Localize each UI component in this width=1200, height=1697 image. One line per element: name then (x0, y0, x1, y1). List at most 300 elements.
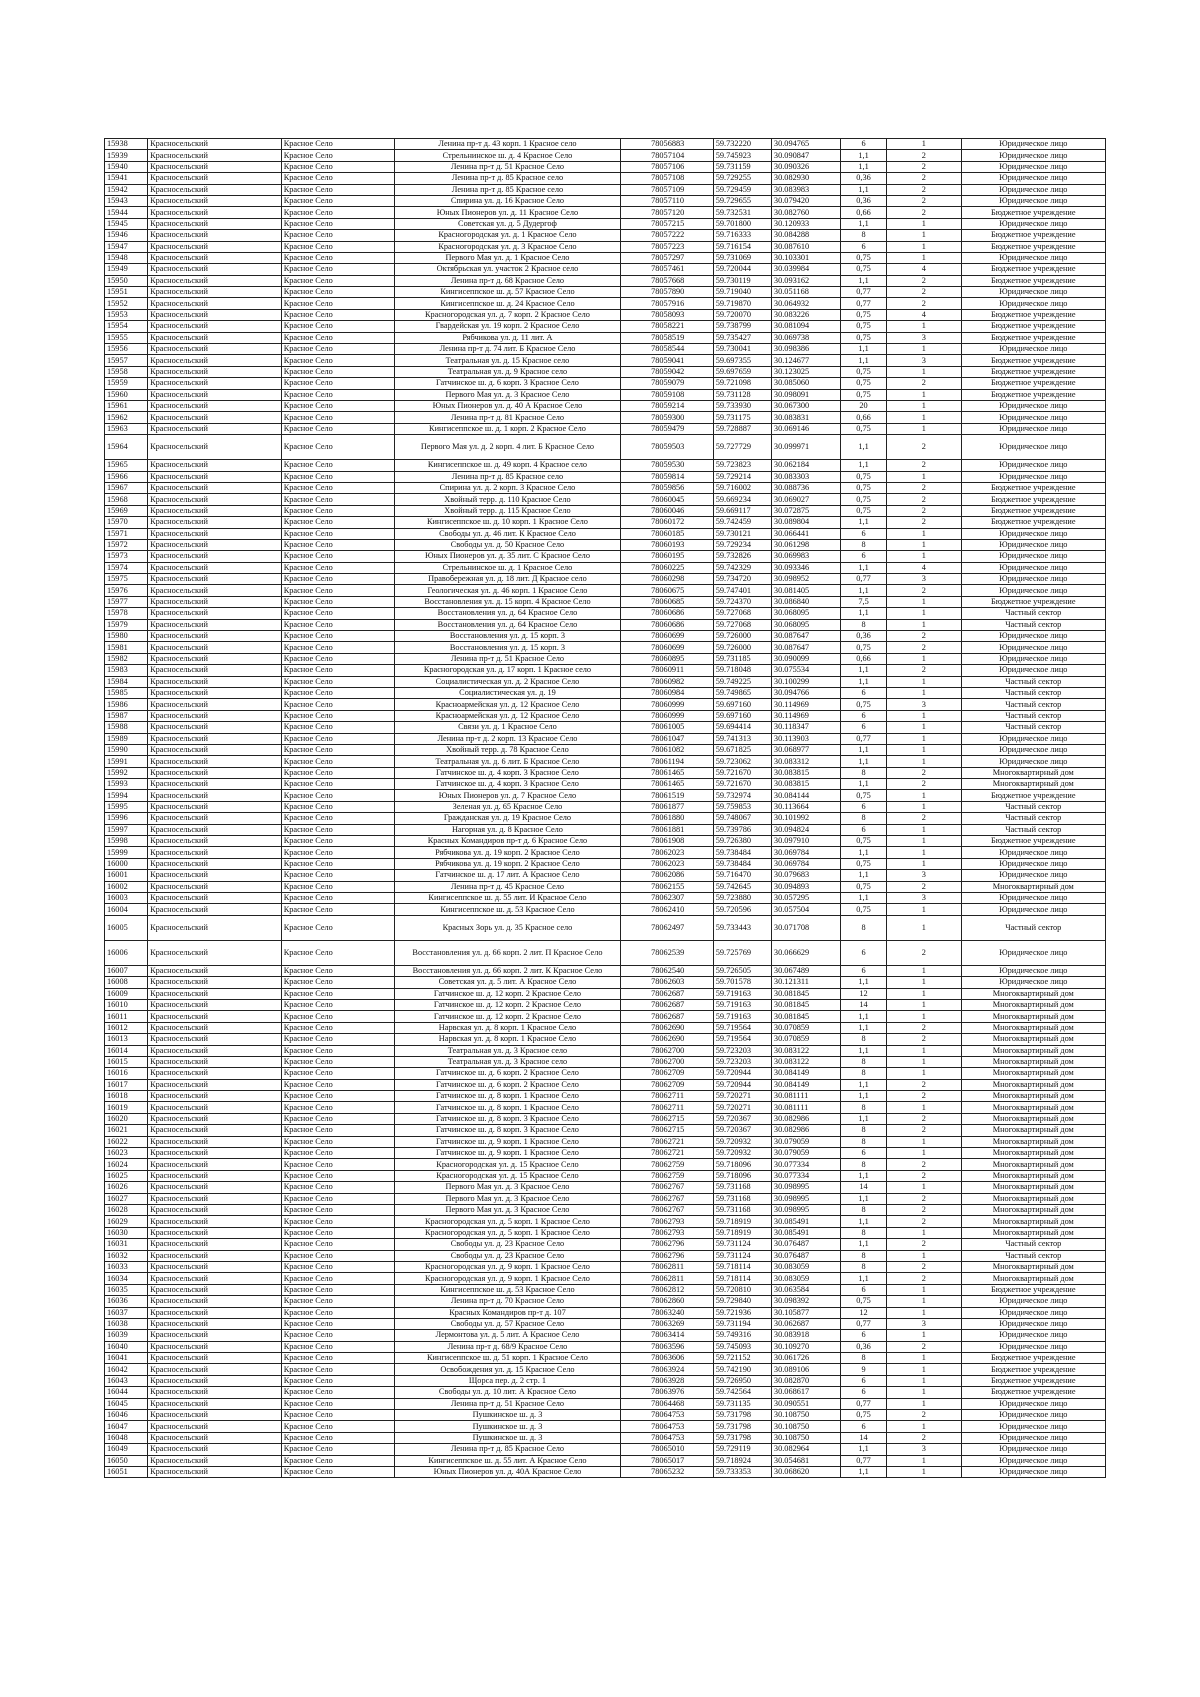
latitude-cell: 59.719564 (713, 1022, 771, 1033)
count-cell: 1 (887, 687, 961, 698)
count-cell: 2 (887, 1341, 961, 1352)
district-cell: Красносельский (148, 893, 282, 904)
code-cell: 78059814 (621, 471, 714, 482)
owner-type-cell: Бюджетное учреждение (961, 836, 1105, 847)
volume-cell: 0,36 (840, 173, 886, 184)
table-row (105, 161, 1106, 172)
longitude-cell: 30.081845 (771, 988, 840, 999)
longitude-cell: 30.081111 (771, 1102, 840, 1113)
area-cell: Красное Село (281, 482, 394, 493)
owner-type-cell: Многоквартирный дом (961, 1216, 1105, 1227)
owner-type-cell: Многоквартирный дом (961, 1034, 1105, 1045)
volume-cell: 0,75 (840, 858, 886, 869)
latitude-cell: 59.720070 (713, 309, 771, 320)
volume-cell: 0,75 (840, 1296, 886, 1307)
row-number: 15943 (105, 195, 148, 206)
count-cell: 2 (887, 1125, 961, 1136)
count-cell: 3 (887, 870, 961, 881)
district-cell: Красносельский (148, 471, 282, 482)
code-cell: 78060686 (621, 608, 714, 619)
district-cell: Красносельский (148, 1296, 282, 1307)
longitude-cell: 30.064932 (771, 298, 840, 309)
district-cell: Красносельский (148, 1056, 282, 1067)
count-cell: 1 (887, 790, 961, 801)
longitude-cell: 30.103301 (771, 252, 840, 263)
row-number: 15986 (105, 699, 148, 710)
count-cell: 1 (887, 733, 961, 744)
count-cell: 1 (887, 965, 961, 976)
owner-type-cell: Бюджетное учреждение (961, 230, 1105, 241)
district-cell: Красносельский (148, 779, 282, 790)
area-cell: Красное Село (281, 801, 394, 812)
row-number: 16042 (105, 1364, 148, 1375)
latitude-cell: 59.726505 (713, 965, 771, 976)
address-cell: Правобережная ул. д. 18 лит. Д Красное село (394, 574, 620, 585)
area-cell: Красное Село (281, 585, 394, 596)
owner-type-cell: Юридическое лицо (961, 744, 1105, 755)
owner-type-cell: Многоквартирный дом (961, 1261, 1105, 1272)
table-row (105, 230, 1106, 241)
table-row (105, 813, 1106, 824)
longitude-cell: 30.113903 (771, 733, 840, 744)
code-cell: 78062767 (621, 1182, 714, 1193)
code-cell: 78062497 (621, 915, 714, 940)
row-number: 16020 (105, 1113, 148, 1124)
address-cell: Кингисеппское ш. д. 55 лит. И Красное Село (394, 893, 620, 904)
address-cell: Гатчинское ш. д. 12 корп. 2 Красное Село (394, 988, 620, 999)
table-row (105, 790, 1106, 801)
address-cell: Гатчинское ш. д. 8 корп. 1 Красное Село (394, 1091, 620, 1102)
table-row (105, 551, 1106, 562)
count-cell: 2 (887, 150, 961, 161)
address-cell: Ленина пр-т д. 70 Красное Село (394, 1296, 620, 1307)
address-cell: Красногородская ул. д. 9 корп. 1 Красное Село (394, 1261, 620, 1272)
owner-type-cell: Многоквартирный дом (961, 1125, 1105, 1136)
count-cell: 2 (887, 435, 961, 460)
table-row (105, 1102, 1106, 1113)
row-number: 16034 (105, 1273, 148, 1284)
address-cell: Спирина ул. д. 16 Красное Село (394, 195, 620, 206)
volume-cell: 0,77 (840, 1318, 886, 1329)
district-cell: Красносельский (148, 988, 282, 999)
row-number: 15997 (105, 824, 148, 835)
longitude-cell: 30.121311 (771, 977, 840, 988)
row-number: 15993 (105, 779, 148, 790)
longitude-cell: 30.082986 (771, 1113, 840, 1124)
latitude-cell: 59.733930 (713, 400, 771, 411)
row-number: 16004 (105, 904, 148, 915)
owner-type-cell: Бюджетное учреждение (961, 355, 1105, 366)
code-cell: 78062711 (621, 1091, 714, 1102)
volume-cell: 1,1 (840, 779, 886, 790)
row-number: 15965 (105, 460, 148, 471)
area-cell: Красное Село (281, 665, 394, 676)
row-number: 15957 (105, 355, 148, 366)
address-cell: Рябчикова ул. д. 11 лит. А (394, 332, 620, 343)
district-cell: Красносельский (148, 551, 282, 562)
table-row (105, 1273, 1106, 1284)
volume-cell: 0,75 (840, 423, 886, 434)
latitude-cell: 59.731798 (713, 1410, 771, 1421)
district-cell: Красносельский (148, 847, 282, 858)
owner-type-cell: Юридическое лицо (961, 218, 1105, 229)
count-cell: 2 (887, 779, 961, 790)
area-cell: Красное Село (281, 173, 394, 184)
district-cell: Красносельский (148, 412, 282, 423)
table-row (105, 574, 1106, 585)
count-cell: 2 (887, 585, 961, 596)
area-cell: Красное Село (281, 1045, 394, 1056)
latitude-cell: 59.723203 (713, 1045, 771, 1056)
count-cell: 2 (887, 1193, 961, 1204)
owner-type-cell: Юридическое лицо (961, 287, 1105, 298)
address-cell: Гатчинское ш. д. 9 корп. 1 Красное Село (394, 1148, 620, 1159)
district-cell: Красносельский (148, 1410, 282, 1421)
count-cell: 1 (887, 1307, 961, 1318)
volume-cell: 8 (840, 1250, 886, 1261)
owner-type-cell: Юридическое лицо (961, 1410, 1105, 1421)
address-cell: Ленина пр-т д. 51 Красное Село (394, 1398, 620, 1409)
longitude-cell: 30.089804 (771, 517, 840, 528)
area-cell: Красное Село (281, 551, 394, 562)
code-cell: 78058519 (621, 332, 714, 343)
count-cell: 1 (887, 551, 961, 562)
address-cell: Красногородская ул. д. 1 Красное Село (394, 230, 620, 241)
area-cell: Красное Село (281, 699, 394, 710)
table-row (105, 378, 1106, 389)
owner-type-cell: Юридическое лицо (961, 150, 1105, 161)
owner-type-cell: Юридическое лицо (961, 400, 1105, 411)
count-cell: 1 (887, 1148, 961, 1159)
latitude-cell: 59.723823 (713, 460, 771, 471)
owner-type-cell: Юридическое лицо (961, 977, 1105, 988)
code-cell: 78057109 (621, 184, 714, 195)
address-cell: Пушкинское ш. д. 3 (394, 1421, 620, 1432)
latitude-cell: 59.729655 (713, 195, 771, 206)
area-cell: Красное Село (281, 287, 394, 298)
row-number: 15981 (105, 642, 148, 653)
count-cell: 3 (887, 1318, 961, 1329)
volume-cell: 1,1 (840, 1170, 886, 1181)
count-cell: 1 (887, 1250, 961, 1261)
address-cell: Нарвская ул. д. 8 корп. 1 Красное Село (394, 1034, 620, 1045)
row-number: 15961 (105, 400, 148, 411)
latitude-cell: 59.745923 (713, 150, 771, 161)
area-cell: Красное Село (281, 264, 394, 275)
volume-cell: 0,77 (840, 298, 886, 309)
volume-cell: 1,1 (840, 1193, 886, 1204)
owner-type-cell: Юридическое лицо (961, 1398, 1105, 1409)
count-cell: 1 (887, 847, 961, 858)
district-cell: Красносельский (148, 813, 282, 824)
district-cell: Красносельский (148, 400, 282, 411)
district-cell: Красносельский (148, 687, 282, 698)
row-number: 16027 (105, 1193, 148, 1204)
owner-type-cell: Юридическое лицо (961, 139, 1105, 150)
code-cell: 78061465 (621, 767, 714, 778)
table-row (105, 665, 1106, 676)
row-number: 16047 (105, 1421, 148, 1432)
count-cell: 1 (887, 756, 961, 767)
address-cell: Геологическая ул. д. 46 корп. 1 Красное Село (394, 585, 620, 596)
latitude-cell: 59.732974 (713, 790, 771, 801)
count-cell: 1 (887, 1136, 961, 1147)
address-cell: Первого Мая ул. д. 2 корп. 4 лит. Б Красное Село (394, 435, 620, 460)
code-cell: 78061465 (621, 779, 714, 790)
owner-type-cell: Бюджетное учреждение (961, 494, 1105, 505)
area-cell: Красное Село (281, 596, 394, 607)
area-cell: Красное Село (281, 1079, 394, 1090)
code-cell: 78062687 (621, 1011, 714, 1022)
code-cell: 78063269 (621, 1318, 714, 1329)
longitude-cell: 30.068095 (771, 619, 840, 630)
longitude-cell: 30.083122 (771, 1056, 840, 1067)
latitude-cell: 59.716470 (713, 870, 771, 881)
address-cell: Красноармейская ул. д. 12 Красное Село (394, 710, 620, 721)
code-cell: 78059214 (621, 400, 714, 411)
count-cell: 1 (887, 1056, 961, 1067)
latitude-cell: 59.726380 (713, 836, 771, 847)
owner-type-cell: Юридическое лицо (961, 562, 1105, 573)
volume-cell: 8 (840, 1034, 886, 1045)
volume-cell: 6 (840, 824, 886, 835)
owner-type-cell: Юридическое лицо (961, 574, 1105, 585)
code-cell: 78057916 (621, 298, 714, 309)
row-number: 15964 (105, 435, 148, 460)
volume-cell: 0,75 (840, 264, 886, 275)
code-cell: 78063240 (621, 1307, 714, 1318)
owner-type-cell: Бюджетное учреждение (961, 275, 1105, 286)
longitude-cell: 30.067489 (771, 965, 840, 976)
table-row (105, 1455, 1106, 1466)
code-cell: 78062687 (621, 988, 714, 999)
address-cell: Юных Пионеров ул. д. 11 Красное Село (394, 207, 620, 218)
volume-cell: 6 (840, 1330, 886, 1341)
volume-cell: 0,75 (840, 699, 886, 710)
latitude-cell: 59.732531 (713, 207, 771, 218)
owner-type-cell: Многоквартирный дом (961, 1148, 1105, 1159)
table-row (105, 1193, 1106, 1204)
volume-cell: 6 (840, 551, 886, 562)
volume-cell: 14 (840, 1182, 886, 1193)
latitude-cell: 59.719040 (713, 287, 771, 298)
volume-cell: 0,75 (840, 471, 886, 482)
table-row (105, 1056, 1106, 1067)
table-row (105, 321, 1106, 332)
code-cell: 78062812 (621, 1284, 714, 1295)
row-number: 15950 (105, 275, 148, 286)
latitude-cell: 59.719163 (713, 999, 771, 1010)
owner-type-cell: Многоквартирный дом (961, 1102, 1105, 1113)
address-cell: Гатчинское ш. д. 6 корп. 3 Красное Село (394, 378, 620, 389)
latitude-cell: 59.723880 (713, 893, 771, 904)
district-cell: Красносельский (148, 539, 282, 550)
latitude-cell: 59.720932 (713, 1148, 771, 1159)
address-cell: Щорса пер. д. 2 стр. 1 (394, 1375, 620, 1386)
table-row (105, 471, 1106, 482)
district-cell: Красносельский (148, 1102, 282, 1113)
count-cell: 1 (887, 977, 961, 988)
address-cell: Рябчикова ул. д. 19 корп. 2 Красное Село (394, 858, 620, 869)
owner-type-cell: Частный сектор (961, 801, 1105, 812)
latitude-cell: 59.731168 (713, 1182, 771, 1193)
owner-type-cell: Юридическое лицо (961, 1455, 1105, 1466)
volume-cell: 6 (840, 1148, 886, 1159)
row-number: 16043 (105, 1375, 148, 1386)
area-cell: Красное Село (281, 460, 394, 471)
district-cell: Красносельский (148, 1068, 282, 1079)
code-cell: 78062690 (621, 1022, 714, 1033)
code-cell: 78060185 (621, 528, 714, 539)
address-cell: Юных Пионеров ул. д. 40А Красное Село (394, 1466, 620, 1477)
address-cell: Свободы ул. д. 46 лит. К Красное Село (394, 528, 620, 539)
owner-type-cell: Частный сектор (961, 608, 1105, 619)
table-row (105, 1091, 1106, 1102)
row-number: 16016 (105, 1068, 148, 1079)
latitude-cell: 59.718919 (713, 1216, 771, 1227)
latitude-cell: 59.721670 (713, 779, 771, 790)
count-cell: 1 (887, 988, 961, 999)
longitude-cell: 30.062687 (771, 1318, 840, 1329)
address-cell: Пушкинское ш. д. 3 (394, 1432, 620, 1443)
latitude-cell: 59.731135 (713, 1398, 771, 1409)
owner-type-cell: Многоквартирный дом (961, 1182, 1105, 1193)
latitude-cell: 59.749316 (713, 1330, 771, 1341)
owner-type-cell: Бюджетное учреждение (961, 1387, 1105, 1398)
address-cell: Стрельнинское ш. д. 1 Красное Село (394, 562, 620, 573)
address-cell: Гатчинское ш. д. 17 лит. А Красное Село (394, 870, 620, 881)
longitude-cell: 30.094824 (771, 824, 840, 835)
area-cell: Красное Село (281, 779, 394, 790)
volume-cell: 0,77 (840, 1398, 886, 1409)
owner-type-cell: Многоквартирный дом (961, 999, 1105, 1010)
latitude-cell: 59.731069 (713, 252, 771, 263)
volume-cell: 0,75 (840, 881, 886, 892)
row-number: 16007 (105, 965, 148, 976)
latitude-cell: 59.731124 (713, 1250, 771, 1261)
code-cell: 78061881 (621, 824, 714, 835)
row-number: 15954 (105, 321, 148, 332)
row-number: 15944 (105, 207, 148, 218)
latitude-cell: 59.742329 (713, 562, 771, 573)
table-body (105, 139, 1106, 1478)
row-number: 16028 (105, 1204, 148, 1215)
area-cell: Красное Село (281, 824, 394, 835)
volume-cell: 1,1 (840, 756, 886, 767)
district-cell: Красносельский (148, 733, 282, 744)
owner-type-cell: Бюджетное учреждение (961, 1364, 1105, 1375)
code-cell: 78065232 (621, 1466, 714, 1477)
count-cell: 2 (887, 642, 961, 653)
longitude-cell: 30.066441 (771, 528, 840, 539)
district-cell: Красносельский (148, 1444, 282, 1455)
row-number: 16011 (105, 1011, 148, 1022)
table-row (105, 824, 1106, 835)
count-cell: 1 (887, 1284, 961, 1295)
district-cell: Красносельский (148, 858, 282, 869)
longitude-cell: 30.100299 (771, 676, 840, 687)
longitude-cell: 30.057504 (771, 904, 840, 915)
count-cell: 2 (887, 631, 961, 642)
district-cell: Красносельский (148, 482, 282, 493)
address-cell: Красногородская ул. д. 7 корп. 2 Красное Село (394, 309, 620, 320)
district-cell: Красносельский (148, 1353, 282, 1364)
volume-cell: 0,75 (840, 366, 886, 377)
latitude-cell: 59.731168 (713, 1204, 771, 1215)
longitude-cell: 30.085491 (771, 1227, 840, 1238)
longitude-cell: 30.068977 (771, 744, 840, 755)
table-row (105, 801, 1106, 812)
volume-cell: 0,77 (840, 733, 886, 744)
district-cell: Красносельский (148, 332, 282, 343)
longitude-cell: 30.083815 (771, 767, 840, 778)
row-number: 15984 (105, 676, 148, 687)
latitude-cell: 59.729119 (713, 1444, 771, 1455)
count-cell: 3 (887, 355, 961, 366)
code-cell: 78060699 (621, 642, 714, 653)
owner-type-cell: Многоквартирный дом (961, 767, 1105, 778)
longitude-cell: 30.098386 (771, 344, 840, 355)
count-cell: 1 (887, 1364, 961, 1375)
address-cell: Советская ул. д. 5 лит. А Красное Село (394, 977, 620, 988)
area-cell: Красное Село (281, 230, 394, 241)
volume-cell: 1,1 (840, 435, 886, 460)
address-cell: Юных Пионеров ул. д. 7 Красное Село (394, 790, 620, 801)
longitude-cell: 30.070859 (771, 1022, 840, 1033)
address-cell: Юных Пионеров ул. д. 35 лит. С Красное Село (394, 551, 620, 562)
volume-cell: 1,1 (840, 150, 886, 161)
latitude-cell: 59.671825 (713, 744, 771, 755)
district-cell: Красносельский (148, 574, 282, 585)
address-cell: Социалистическая ул. д. 19 (394, 687, 620, 698)
address-cell: Красногородская ул. д. 5 корп. 1 Красное Село (394, 1216, 620, 1227)
row-number: 16001 (105, 870, 148, 881)
count-cell: 1 (887, 1455, 961, 1466)
district-cell: Красносельский (148, 252, 282, 263)
row-number: 15959 (105, 378, 148, 389)
area-cell: Красное Село (281, 756, 394, 767)
table-row (105, 858, 1106, 869)
count-cell: 2 (887, 1113, 961, 1124)
volume-cell: 6 (840, 1387, 886, 1398)
area-cell: Красное Село (281, 1353, 394, 1364)
code-cell: 78062793 (621, 1227, 714, 1238)
area-cell: Красное Село (281, 642, 394, 653)
area-cell: Красное Село (281, 790, 394, 801)
volume-cell: 6 (840, 1284, 886, 1295)
owner-type-cell: Многоквартирный дом (961, 1227, 1105, 1238)
district-cell: Красносельский (148, 1148, 282, 1159)
table-row (105, 1159, 1106, 1170)
area-cell: Красное Село (281, 332, 394, 343)
row-number: 15975 (105, 574, 148, 585)
district-cell: Красносельский (148, 1034, 282, 1045)
area-cell: Красное Село (281, 1204, 394, 1215)
latitude-cell: 59.727729 (713, 435, 771, 460)
area-cell: Красное Село (281, 1398, 394, 1409)
address-cell: Первого Мая ул. д. 1 Красное Село (394, 252, 620, 263)
code-cell: 78059530 (621, 460, 714, 471)
longitude-cell: 30.098995 (771, 1182, 840, 1193)
table-row (105, 977, 1106, 988)
code-cell: 78058221 (621, 321, 714, 332)
area-cell: Красное Село (281, 893, 394, 904)
district-cell: Красносельский (148, 528, 282, 539)
volume-cell: 1,1 (840, 1022, 886, 1033)
longitude-cell: 30.051168 (771, 287, 840, 298)
row-number: 15979 (105, 619, 148, 630)
address-cell: Кингисеппское ш. д. 10 корп. 1 Красное Село (394, 517, 620, 528)
